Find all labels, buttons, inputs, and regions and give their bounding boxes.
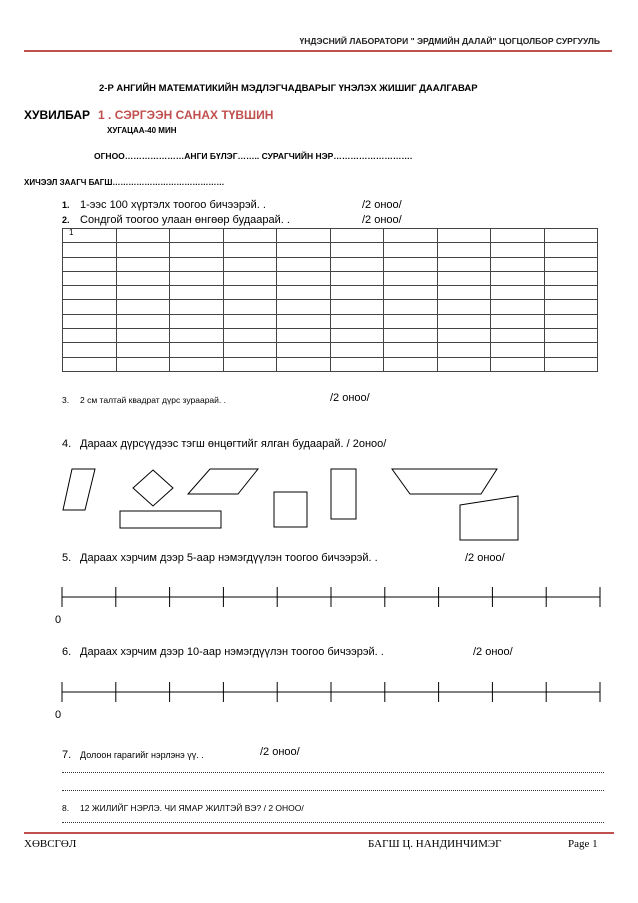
answer-line-2[interactable] [62, 790, 604, 791]
question-text: Сондгой тоогоо улаан өнгөөр будаарай. . [80, 214, 290, 226]
student-info-line: ОГНОО…………………АНГИ БҮЛЭГ…….. СУРАГЧИЙН НЭР………………………. [94, 151, 413, 161]
answer-line-3[interactable] [62, 822, 604, 823]
question-6-points: /2 оноо/ [473, 646, 513, 658]
question-number: 4. [62, 438, 72, 450]
question-text: Дараах хэрчим дээр 10-аар нэмэгдүүлэн тоогоо бичээрэй. . [80, 646, 384, 658]
page-title: 2-Р АНГИЙН МАТЕМАТИКИЙН МЭДЛЭГЧАДВАРЫГ ҮНЭЛЭХ ЖИШИГ ДААЛГАВАР [99, 83, 478, 94]
question-text: Дараах хэрчим дээр 5-аар нэмэгдүүлэн тоогоо бичээрэй. . [80, 552, 378, 564]
question-number: 3. [62, 395, 70, 405]
footer-location: ХӨВСГӨЛ [24, 838, 77, 850]
variant-level: 1 . СЭРГЭЭН САНАХ ТҮВШИН [98, 108, 274, 122]
grid-first-number: 1 [69, 228, 74, 237]
question-7-points: /2 оноо/ [260, 746, 300, 758]
question-text: 12 ЖИЛИЙГ НЭРЛЭ. ЧИ ЯМАР ЖИЛТЭЙ ВЭ? / 2 ОНОО/ [80, 803, 304, 813]
question-number: 5. [62, 552, 72, 564]
time-limit: ХУГАЦАА-40 МИН [107, 126, 177, 135]
question-number: 1. [62, 200, 70, 210]
question-1-points: /2 оноо/ [362, 199, 402, 211]
school-name: ҮНДЭСНИЙ ЛАБОРАТОРИ " ЭРДМИЙН ДАЛАЙ" ЦОГЦОЛБОР СУРГУУЛЬ [299, 36, 600, 46]
question-number: 2. [62, 215, 70, 225]
question-number: 8. [62, 803, 70, 813]
answer-line-1[interactable] [62, 772, 604, 773]
question-2-points: /2 оноо/ [362, 214, 402, 226]
number-line-5-start: 0 [55, 614, 62, 626]
variant-label: ХУВИЛБАР [24, 108, 91, 122]
footer-page-number: Page 1 [568, 838, 598, 850]
question-number: 6. [62, 646, 72, 658]
footer-teacher: БАГШ Ц. НАНДИНЧИМЭГ [368, 838, 502, 850]
number-line-10-start: 0 [55, 709, 62, 721]
question-3-points: /2 оноо/ [330, 392, 370, 404]
footer-divider [24, 832, 614, 834]
question-8 [62, 803, 304, 813]
question-text: Долоон гарагийг нэрлэнэ үү. . [80, 750, 204, 760]
question-7 [62, 749, 204, 761]
question-text: 2 см талтай квадрат дүрс зураарай. . [80, 395, 226, 405]
question-text: Дараах дүрсүүдээс тэгш өнцөгтийг ялган будаарай. / 2оноо/ [80, 438, 387, 450]
question-number: 7. [62, 749, 72, 761]
question-5-points: /2 оноо/ [465, 552, 505, 564]
teacher-info-line: ХИЧЭЭЛ ЗААГЧ БАГШ…………………………………… [24, 178, 225, 187]
question-text: 1-ээс 100 хүртэлх тоогоо бичээрэй. . [80, 199, 266, 211]
